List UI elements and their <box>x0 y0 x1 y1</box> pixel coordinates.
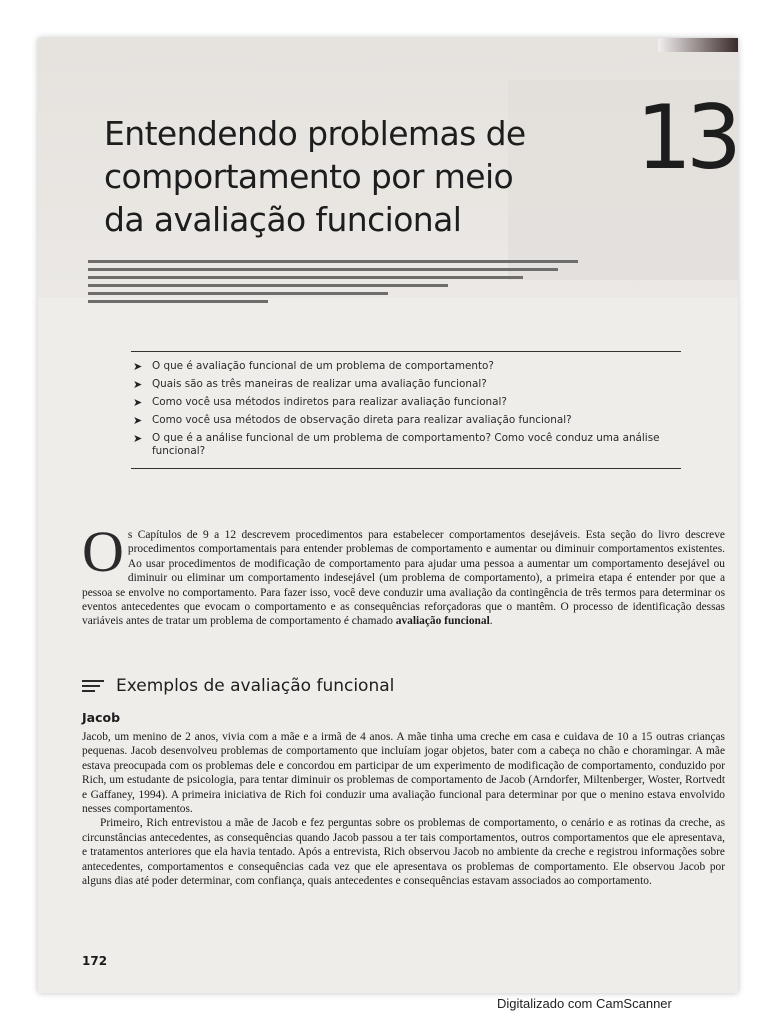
page-number: 172 <box>82 954 108 968</box>
decorative-rule <box>88 292 388 295</box>
chapter-number: 13 <box>636 86 736 189</box>
decorative-rule <box>88 300 268 303</box>
intro-paragraph <box>82 519 725 629</box>
decorative-rule <box>88 284 448 287</box>
scanner-watermark: Digitalizado com CamScanner <box>497 996 672 1011</box>
question-item: ➤ Quais são as três maneiras de realizar uma avaliação funcional? <box>131 378 681 391</box>
intro-end: . <box>489 615 493 628</box>
lines-icon <box>82 677 104 695</box>
decorative-rules <box>88 260 588 308</box>
book-page <box>38 38 738 993</box>
drop-cap: O <box>82 519 124 584</box>
paragraph: Jacob, um menino de 2 anos, vivia com a mãe e a irmã de 4 anos. A mãe tinha uma creche em casa e cuidava de 10 a 15 outras crianças pequenas. Jacob desenvolveu problemas de comportamento que incluíam jogar objetos, bater com a cabeça no chão e choramingar. A mãe estava preocupada com os problemas dele e concordou em participar de um experimento de modificação de comportamento, conduzido por Rich, um estudante de psicologia, para tentar diminuir os problemas de comportamento de Jacob (Arndorfer, Miltenberger, Woster, Rortvedt e Gaffaney, 1994). A primeira iniciativa de Rich foi conduzir uma avaliação funcional para determinar por que o menino estava envolvido nesses comportamentos. <box>82 731 725 816</box>
key-term: avaliação funcional <box>395 615 490 628</box>
jacob-text <box>82 730 725 888</box>
chapter-title-line: comportamento por meio <box>104 157 514 196</box>
question-item: ➤ Como você usa métodos de observação direta para realizar avaliação funcional? <box>131 414 681 427</box>
decorative-rule <box>88 276 523 279</box>
question-item: ➤ O que é a análise funcional de um problema de comportamento? Como você conduz uma análise funcional? <box>131 432 681 458</box>
decorative-rule <box>88 260 578 263</box>
question-item: ➤ O que é avaliação funcional de um problema de comportamento? <box>131 360 681 373</box>
decorative-rule <box>88 268 558 271</box>
question-item: ➤ Como você usa métodos indiretos para realizar avaliação funcional? <box>131 396 681 409</box>
chapter-title-line: Entendendo problemas de <box>104 114 526 153</box>
chapter-questions <box>131 351 681 469</box>
paragraph: Primeiro, Rich entrevistou a mãe de Jacob e fez perguntas sobre os problemas de comportamento, o cenário e as rotinas da creche, as circunstâncias antecedentes, as consequências quando Jacob passou a ter tais comportamentos, outros comportamentos que ele apresentava, e tratamentos anteriores que ela havia tentado. Após a entrevista, Rich observou Jacob no ambiente da creche e registrou informações sobre antecedentes, comportamentos e consequências cada vez que ele apresentava os problemas de comportamento. Ele observou Jacob por alguns dias até poder determinar, com confiança, quais antecedentes e consequências estavam associados ao comportamento. <box>82 817 725 888</box>
subsection-heading: Jacob <box>82 710 121 725</box>
chapter-title <box>104 112 574 241</box>
section-heading-text: Exemplos de avaliação funcional <box>116 676 395 696</box>
chapter-title-line: da avaliação funcional <box>104 200 462 239</box>
page-corner-shadow <box>658 38 738 52</box>
section-heading <box>82 676 394 696</box>
intro-text: s Capítulos de 9 a 12 descrevem procedimentos para estabelecer comportamentos desejáveis. Esta seção do livro descreve procedimentos comportamentais para entender problemas de comportamento e aumentar ou diminuir comportamentos existentes. Ao usar procedimentos de modificação de comportamento para ajudar uma pessoa a aumentar um comportamento desejável ou diminuir ou eliminar um comportamento indesejável (um problema de comportamento), a primeira etapa é entender por que a pessoa se envolve no comportamento. Para fazer isso, você deve conduzir uma avaliação da contingência de três termos para determinar os eventos antecedentes que evocam o comportamento e as consequências reforçadoras que o mantêm. O processo de identificação dessas variáveis antes de tratar um problema de comportamento é chamado <box>82 529 725 628</box>
